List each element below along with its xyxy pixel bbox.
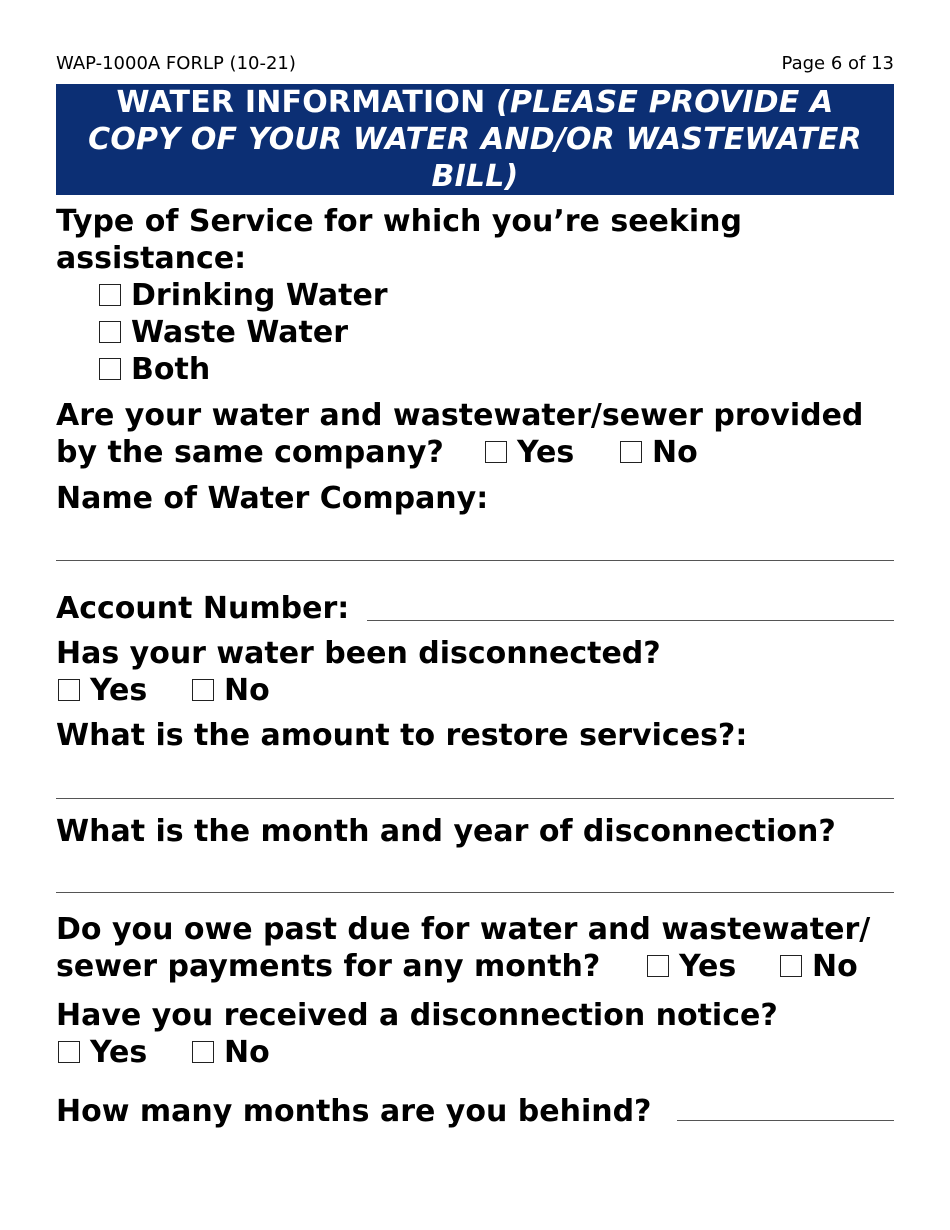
notice-question: Have you received a disconnection notice? [56,998,778,1033]
same-company-yes-label: Yes [517,435,575,470]
months-behind-question: How many months are you behind? [56,1094,652,1129]
account-number-label: Account Number: [56,591,350,626]
drinking-water-checkbox[interactable] [99,284,121,306]
section-banner [56,84,894,195]
banner-note-3: BILL) [431,159,519,194]
both-checkbox[interactable] [99,358,121,380]
banner-line-1 [56,84,894,121]
notice-no-label: No [224,1035,270,1070]
same-company-question-2: by the same company? [56,435,444,470]
disconnected-question: Has your water been disconnected? [56,636,661,671]
notice-no-checkbox[interactable] [192,1041,214,1063]
past-due-no[interactable] [780,948,858,985]
banner-note-1: (PLEASE PROVIDE A [496,85,834,120]
restore-amount-input-line[interactable] [56,798,894,799]
both-label: Both [131,352,211,387]
disconnected-no-checkbox[interactable] [192,679,214,701]
option-drinking-water[interactable] [99,277,388,314]
disconnected-yes-checkbox[interactable] [58,679,80,701]
option-waste-water[interactable] [99,314,348,351]
disconnected-no[interactable] [192,672,270,709]
service-type-question-2: assistance: [56,241,247,276]
past-due-yes[interactable] [647,948,736,985]
same-company-yes[interactable] [485,434,574,471]
account-number-input-line[interactable] [367,620,894,621]
disconnected-yes[interactable] [58,672,147,709]
past-due-yes-label: Yes [679,949,737,984]
service-type-question-1: Type of Service for which you’re seeking [56,204,742,239]
banner-title: WATER INFORMATION [116,85,486,120]
water-company-label: Name of Water Company: [56,481,489,516]
past-due-no-checkbox[interactable] [780,955,802,977]
past-due-no-label: No [812,949,858,984]
same-company-yes-checkbox[interactable] [485,441,507,463]
disconnect-date-input-line[interactable] [56,892,894,893]
restore-amount-question: What is the amount to restore services?: [56,718,748,753]
form-id: WAP-1000A FORLP (10-21) [56,53,296,74]
water-company-input-line[interactable] [56,560,894,561]
same-company-no[interactable] [620,434,698,471]
notice-yes-checkbox[interactable] [58,1041,80,1063]
page-number: Page 6 of 13 [781,53,894,74]
notice-yes[interactable] [58,1034,147,1071]
past-due-question-2: sewer payments for any month? [56,949,601,984]
waste-water-label: Waste Water [131,315,349,350]
past-due-yes-checkbox[interactable] [647,955,669,977]
same-company-no-checkbox[interactable] [620,441,642,463]
disconnect-date-question: What is the month and year of disconnection? [56,814,836,849]
disconnected-yes-label: Yes [90,673,148,708]
notice-yes-label: Yes [90,1035,148,1070]
waste-water-checkbox[interactable] [99,321,121,343]
option-both[interactable] [99,351,210,388]
past-due-question-1: Do you owe past due for water and wastewater/ [56,912,871,947]
drinking-water-label: Drinking Water [131,278,388,313]
months-behind-input-line[interactable] [677,1120,894,1121]
disconnected-no-label: No [224,673,270,708]
banner-note-2: COPY OF YOUR WATER AND/OR WASTEWATER [88,122,862,157]
same-company-question-1: Are your water and wastewater/sewer provided [56,398,864,433]
notice-no[interactable] [192,1034,270,1071]
same-company-no-label: No [652,435,698,470]
